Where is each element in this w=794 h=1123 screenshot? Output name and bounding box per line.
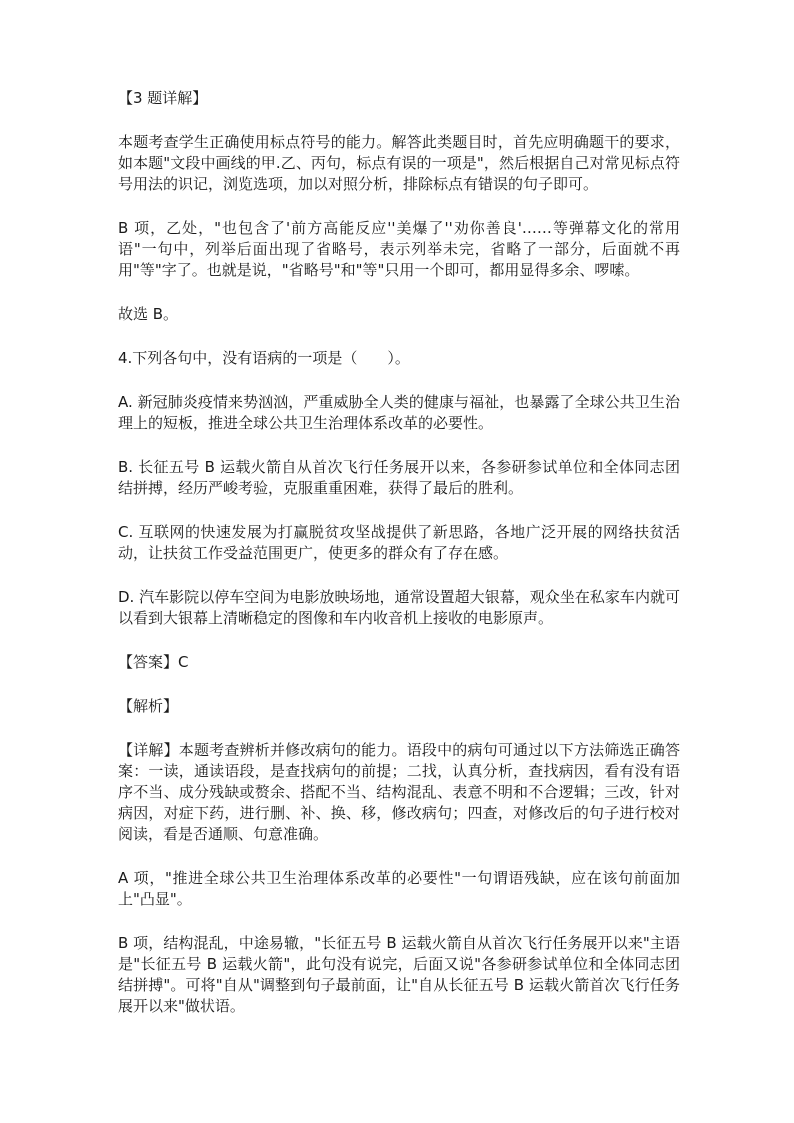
q3-answer: 故选 B。 [118, 305, 179, 323]
q4-detail-explanation: 【详解】本题考查辨析并修改病句的能力。语段中的病句可通过以下方法筛选正确答案：一读，通读语段，是查找病句的前提；二找，认真分析，查找病因，看有没有语序不当、成分残缺或赘余、搭配不当、结构混乱、表意不明和不合逻辑；三改，针对病因，对症下药，进行删、补、换、移，修改病句；四查，对修改后的句子进行校对阅读，看是否通顺、句意准确。 [118, 741, 680, 843]
q4-option-a: A. 新冠肺炎疫情来势汹汹，严重威胁全人类的健康与福祉，也暴露了全球公共卫生治理上的短板，推进全球公共卫生治理体系改革的必要性。 [118, 393, 680, 432]
q4-question: 4.下列各句中，没有语病的一项是（ ）。 [118, 349, 410, 367]
q4-option-d: D. 汽车影院以停车空间为电影放映场地，通常设置超大银幕，观众坐在私家车内就可以看到大银幕上清晰稳定的图像和车内收音机上接收的电影原声。 [118, 588, 680, 627]
q4-option-a-analysis: A 项，"推进全球公共卫生治理体系改革的必要性"一句谓语残缺，应在该句前面加上"凸显"。 [118, 869, 680, 908]
document-page [118, 88, 680, 1040]
q3-option-b-analysis: B 项，乙处，"也包含了'前方高能反应''美爆了''劝你善良'……等弹幕文化的常用语"一句中，列举后面出现了省略号，表示列举未完，省略了一部分，后面就不再用"等"字了。也就是说，"省略号"和"等"只用一个即可，都用显得多余、啰嗦。 [118, 219, 680, 279]
q4-option-c: C. 互联网的快速发展为打赢脱贫攻坚战提供了新思路，各地广泛开展的网络扶贫活动，让扶贫工作受益范围更广，使更多的群众有了存在感。 [118, 523, 680, 562]
q4-option-b-analysis: B 项，结构混乱，中途易辙，"长征五号 B 运载火箭自从首次飞行任务展开以来"主语是"长征五号 B 运载火箭"，此句没有说完，后面又说"各参研参试单位和全体同志团结拼搏"。可将"自从"调整到句子最前面，让"自从长征五号 B 运载火箭首次飞行任务展开以来"做状语。 [118, 934, 680, 1015]
q3-explanation-paragraph: 本题考查学生正确使用标点符号的能力。解答此类题目时，首先应明确题干的要求，如本题"文段中画线的甲.乙、丙句，标点有误的一项是"，然后根据自己对常见标点符号用法的识记，浏览选项，加以对照分析，排除标点有错误的句子即可。 [118, 133, 680, 193]
q4-analysis-heading: 【解析】 [118, 697, 179, 715]
q4-option-b: B. 长征五号 B 运载火箭自从首次飞行任务展开以来，各参研参试单位和全体同志团结拼搏，经历严峻考验，克服重重困难，获得了最后的胜利。 [118, 458, 680, 497]
section-heading-q3-detail: 【3 题详解】 [118, 89, 208, 107]
q4-answer: 【答案】C [118, 653, 189, 671]
